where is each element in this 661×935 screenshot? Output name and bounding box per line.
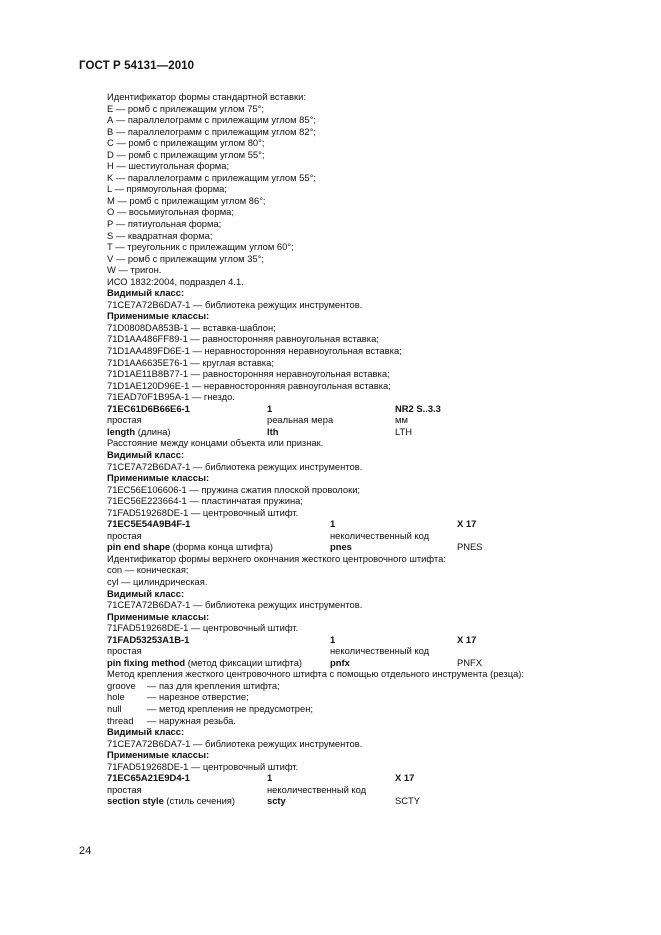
attribute-cell: 71EC61D6B66E6-1 [107,402,190,414]
attribute-row [107,772,607,784]
text-line: С — ромб с прилежащим углом 80°; [107,137,265,149]
text-line: В — параллелограмм с прилежащим углом 82°; [107,125,316,137]
attribute-cell: X 17 [457,633,477,645]
attribute-row [107,403,607,415]
text-line: 71CE7A72B6DA7-1 — библиотека режущих инструментов. [107,599,363,611]
text-line: S — квадратная форма; [107,229,213,241]
attribute-name: pin fixing method (метод фиксации штифта) [107,656,303,668]
attribute-cell: NR2 S..3.3 [395,402,441,414]
attribute-row [107,795,607,807]
attribute-cell: неколичественный код [330,529,430,541]
section-label: Применимые классы: [107,749,210,761]
attribute-cell: простая [107,645,142,657]
section-label: Применимые классы: [107,610,210,622]
text-line: cyl — цилиндрическая. [107,575,208,587]
document-body [107,91,607,807]
text-line: Идентификатор формы верхнего окончания жесткого центровочного штифта: [107,552,446,564]
attribute-cell: простая [107,783,142,795]
text-line: 71D1AE11B8B77-1 — равносторонняя неравноугольная вставка; [107,368,390,380]
text-line: 71FAD519268DE-1 — центровочный штифт. [107,622,299,634]
enum-item: thread — наружная резьба. [107,714,236,726]
attribute-cell: мм [395,414,408,426]
attribute-code: SCTY [395,795,421,807]
text-line: 71CE7A72B6DA7-1 — библиотека режущих инструментов. [107,737,363,749]
attribute-row [107,426,607,438]
page-number: 24 [79,845,92,857]
text-line: 71D1AA489FD6E-1 — неравносторонняя неравноугольная вставка; [107,345,402,357]
attribute-name: section style (стиль сечения) [107,795,236,807]
attribute-cell: простая [107,529,142,541]
text-line: Е — ромб с прилежащим углом 75°; [107,102,264,114]
text-line: L — прямоугольная форма; [107,183,228,195]
attribute-row [107,634,607,646]
attribute-code: PNES [457,541,483,553]
attribute-name: length (длина) [107,425,171,437]
text-line: 71CE7A72B6DA7-1 — библиотека режущих инструментов. [107,298,363,310]
text-line: 71EC56E223664-1 — пластинчатая пружина; [107,495,303,507]
enum-item: hole — нарезное отверстие; [107,691,249,703]
attribute-row [107,541,607,553]
text-line: А — параллелограмм с прилежащим углом 85°; [107,114,316,126]
text-line: K — параллелограмм с прилежащим углом 55°; [107,171,316,183]
section-label: Видимый класс: [107,726,185,738]
text-line: Расстояние между концами объекта или признак. [107,437,324,449]
attribute-short-name: pnes [330,541,352,553]
text-line: con — коническая; [107,564,189,576]
attribute-cell: неколичественный код [267,783,367,795]
attribute-cell: реальная мера [267,414,334,426]
attribute-row [107,784,607,796]
attribute-row [107,657,607,669]
section-label: Применимые классы: [107,472,210,484]
text-line: V — ромб с прилежащим углом 35°; [107,252,264,264]
document-header: ГОСТ Р 54131—2010 [79,60,195,72]
section-label: Видимый класс: [107,587,185,599]
text-line: 71D1AA486FF89-1 — равносторонняя равноугольная вставка; [107,333,379,345]
attribute-cell: неколичественный код [330,645,430,657]
attribute-short-name: pnfx [330,656,350,668]
text-line: W — тригон. [107,264,162,276]
text-line: 71CE7A72B6DA7-1 — библиотека режущих инструментов. [107,460,363,472]
attribute-code: LTH [395,425,413,437]
enum-item: groove — паз для крепления штифта; [107,679,280,691]
attribute-cell: 1 [330,633,336,645]
text-line: 71EAD70F1B95A-1 — гнездо. [107,391,235,403]
text-line: Идентификатор формы стандартной вставки: [107,91,306,102]
text-line: D — ромб с прилежащим углом 55°; [107,148,265,160]
attribute-name: pin end shape (форма конца штифта) [107,541,274,553]
attribute-short-name: scty [267,795,286,807]
text-line: 71FAD519268DE-1 — центровочный штифт. [107,760,299,772]
attribute-row [107,518,607,530]
attribute-row [107,530,607,542]
attribute-cell: 1 [267,772,273,784]
text-line: М — ромб с прилежащим углом 86°; [107,194,266,206]
text-line: ИСО 1832:2004, подраздел 4.1. [107,275,244,287]
attribute-cell: 1 [267,402,273,414]
attribute-cell: 1 [330,518,336,530]
attribute-cell: 71FAD53253A1B-1 [107,633,190,645]
attribute-row [107,414,607,426]
section-label: Видимый класс: [107,448,185,460]
attribute-cell: 71EC5E54A9B4F-1 [107,518,191,530]
attribute-short-name: lth [267,425,279,437]
text-line: 71FAD519268DE-1 — центровочный штифт. [107,506,299,518]
attribute-code: PNFX [457,656,483,668]
text-line: Метод крепления жесткого центровочного штифта с помощью отдельного инструмента (резца): [107,668,525,680]
text-line: Т — треугольник с прилежащим углом 60°; [107,241,294,253]
attribute-cell: 71EC65A21E9D4-1 [107,772,190,784]
section-label: Применимые классы: [107,310,210,322]
text-line: Р — пятиугольная форма; [107,218,222,230]
text-line: 71D0808DA853B-1 — вставка-шаблон; [107,321,276,333]
attribute-cell: X 17 [457,518,477,530]
text-line: Н — шестиугольная форма; [107,160,230,172]
text-line: 71D1AE120D96E-1 — неравносторонняя равноугольная вставка; [107,379,391,391]
text-line: 71EC56E106606-1 — пружина сжатия плоской проволоки; [107,483,361,495]
enum-item: null — метод крепления не предусмотрен; [107,702,313,714]
attribute-cell: X 17 [395,772,415,784]
section-label: Видимый класс: [107,287,185,299]
attribute-cell: простая [107,414,142,426]
text-line: 71D1AA6635E76-1 — круглая вставка; [107,356,274,368]
attribute-row [107,645,607,657]
text-line: О — восьмиугольная форма; [107,206,234,218]
